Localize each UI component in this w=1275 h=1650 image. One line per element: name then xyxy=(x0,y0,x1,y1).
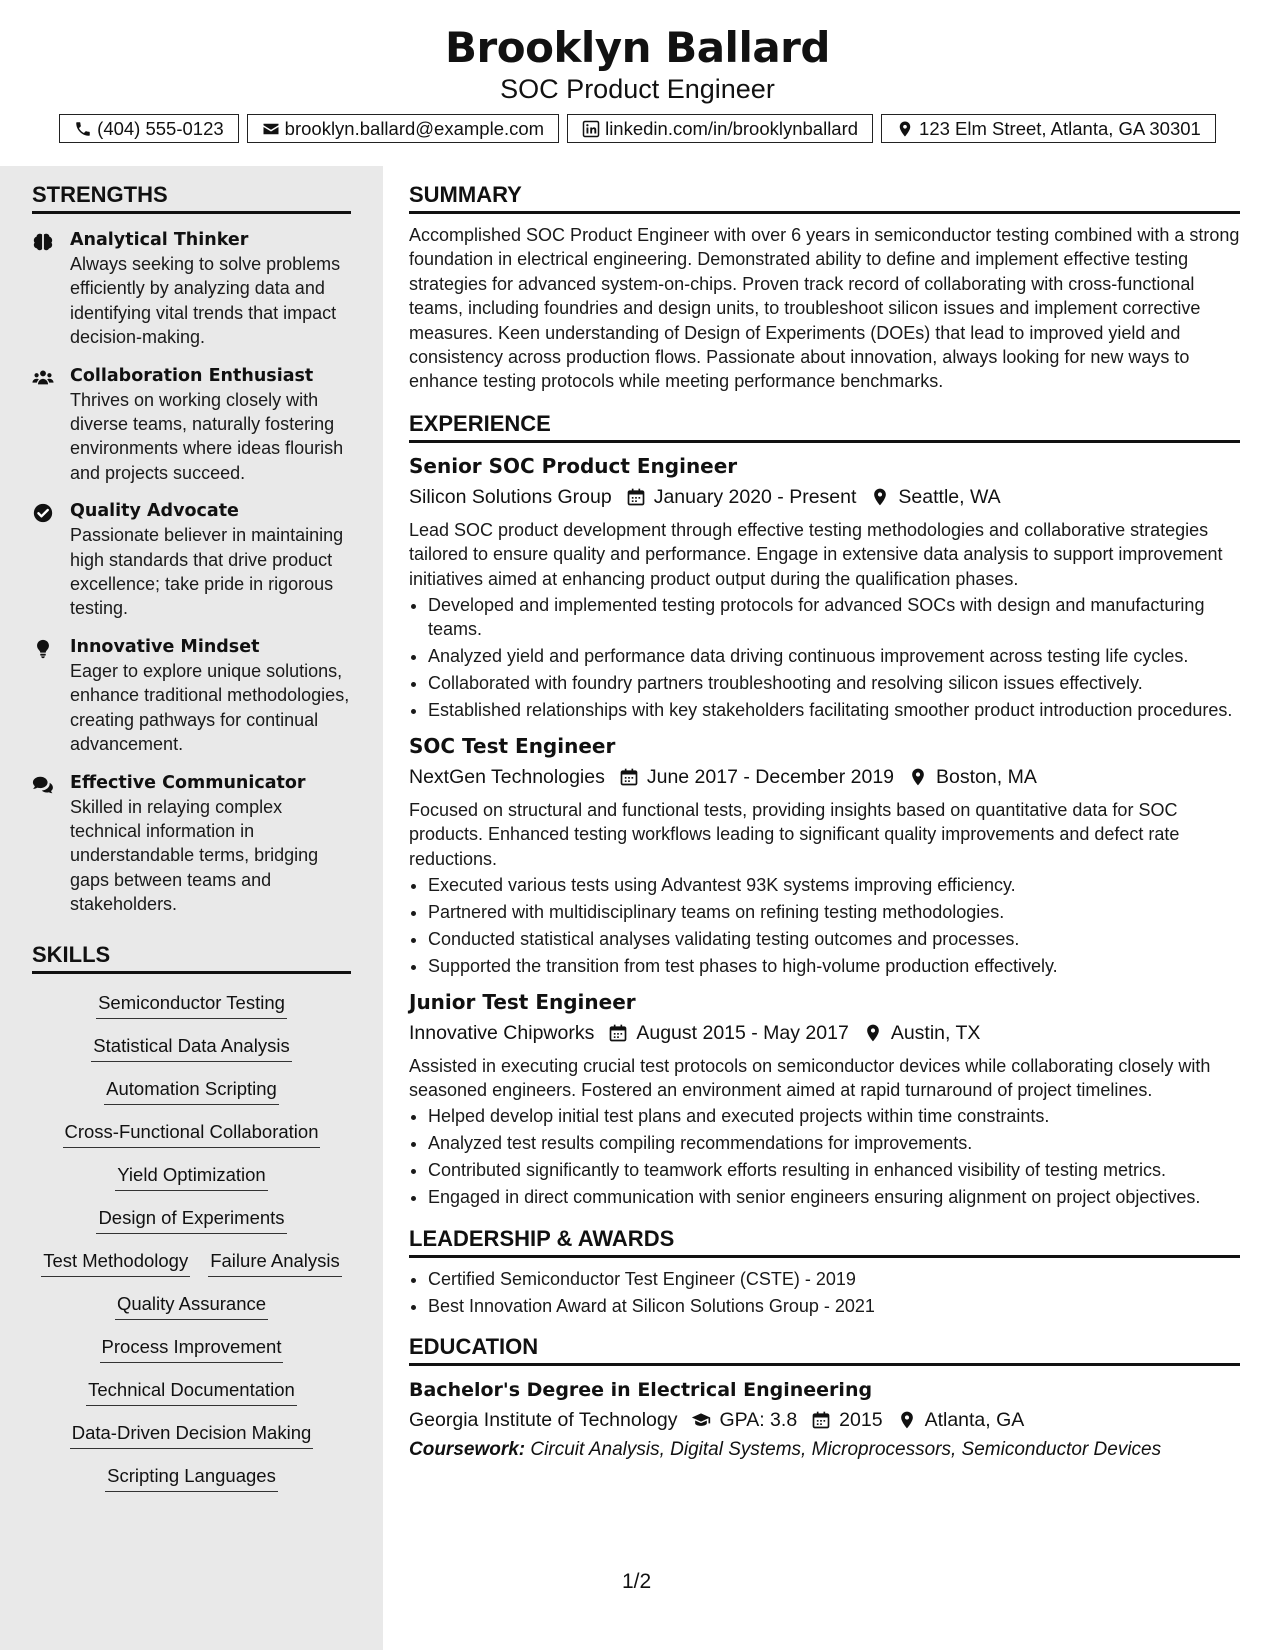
degree-title: Bachelor's Degree in Electrical Engineering xyxy=(409,1379,873,1402)
job-meta xyxy=(409,482,1240,512)
job-bullet: • Collaborated with foundry partners troubleshooting and resolving silicon issues effectively. xyxy=(428,671,1240,695)
job-bullet: • Helped develop initial test plans and executed projects within time constraints. xyxy=(428,1104,1240,1128)
page-number: 1/2 xyxy=(622,1570,652,1593)
skill-tag: Semiconductor Testing xyxy=(96,990,287,1019)
experience-heading: EXPERIENCE xyxy=(409,411,1240,443)
job-meta xyxy=(409,762,1240,792)
strength-item xyxy=(32,228,351,350)
skills-list xyxy=(32,984,351,1500)
linkedin-icon xyxy=(582,120,600,138)
envelope-icon xyxy=(262,120,280,138)
strength-description: Passionate believer in maintaining high standards that drive product excellence; take pride in rigorous testing. xyxy=(70,525,344,619)
job-dates: January 2020 - Present xyxy=(653,485,857,508)
email-text: brooklyn.ballard@example.com xyxy=(284,117,545,139)
candidate-title: SOC Product Engineer xyxy=(500,74,775,104)
company-name: NextGen Technologies xyxy=(409,765,605,788)
job-title: Junior Test Engineer xyxy=(409,989,636,1014)
calendar-icon xyxy=(811,1410,831,1430)
job-bullet: • Executed various tests using Advantest 93K systems improving efficiency. xyxy=(428,873,1240,897)
job-bullet: • Established relationships with key stakeholders facilitating smoother product introduction procedures. xyxy=(428,698,1240,722)
contact-email[interactable] xyxy=(247,114,559,143)
skill-tag: Design of Experiments xyxy=(96,1205,286,1234)
job-bullets xyxy=(409,1104,1240,1209)
strength-title: Innovative Mindset xyxy=(70,636,260,657)
skill-tag: Technical Documentation xyxy=(86,1377,297,1406)
job-bullets xyxy=(409,593,1240,723)
job-entry xyxy=(409,451,1240,723)
award-item: • Best Innovation Award at Silicon Solutions Group - 2021 xyxy=(428,1294,1240,1318)
education-meta xyxy=(409,1405,1240,1435)
contact-phone[interactable] xyxy=(59,114,239,143)
strength-item xyxy=(32,771,351,917)
company-name: Silicon Solutions Group xyxy=(409,485,612,508)
award-item: • Certified Semiconductor Test Engineer (CSTE) - 2019 xyxy=(428,1267,1240,1291)
skill-tag: Data-Driven Decision Making xyxy=(70,1420,314,1449)
calendar-icon xyxy=(619,767,639,787)
job-bullets xyxy=(409,873,1240,978)
skill-tag: Statistical Data Analysis xyxy=(91,1033,291,1062)
map-marker-icon xyxy=(908,767,928,787)
school-location: Atlanta, GA xyxy=(924,1409,1025,1432)
coursework xyxy=(409,1435,1240,1465)
strengths-heading: STRENGTHS xyxy=(32,182,351,214)
school-name: Georgia Institute of Technology xyxy=(409,1409,678,1432)
linkedin-text: linkedin.com/in/brooklynballard xyxy=(605,117,859,139)
map-marker-icon xyxy=(870,487,890,507)
job-location: Seattle, WA xyxy=(898,485,1001,508)
skill-tag: Quality Assurance xyxy=(115,1291,268,1320)
strength-description: Eager to explore unique solutions, enhance traditional methodologies, creating pathways for continual advancement. xyxy=(70,660,350,755)
job-bullet: • Partnered with multidisciplinary teams on refining testing methodologies. xyxy=(428,900,1240,924)
job-bullet: • Contributed significantly to teamwork efforts resulting in enhanced visibility of testing metrics. xyxy=(428,1158,1240,1182)
comments-icon xyxy=(32,774,54,796)
strength-item xyxy=(32,635,351,757)
strength-description: Skilled in relaying complex technical information in understandable terms, bridging gaps between teams and stakeholders. xyxy=(70,796,319,915)
coursework-label: Coursework: xyxy=(409,1439,526,1461)
strength-description: Always seeking to solve problems efficiently by analyzing data and identifying vital trends that impact decision-making. xyxy=(70,254,341,348)
company-name: Innovative Chipworks xyxy=(409,1021,595,1044)
skill-tag: Scripting Languages xyxy=(105,1463,278,1492)
skill-tag: Failure Analysis xyxy=(208,1248,342,1277)
calendar-icon xyxy=(608,1023,628,1043)
job-bullet: • Conducted statistical analyses validating testing outcomes and processes. xyxy=(428,927,1240,951)
job-meta xyxy=(409,1018,1240,1048)
phone-icon xyxy=(74,120,92,138)
awards-heading: LEADERSHIP & AWARDS xyxy=(409,1226,1240,1258)
job-location: Boston, MA xyxy=(936,765,1037,788)
calendar-icon xyxy=(626,487,646,507)
job-entry xyxy=(409,731,1240,979)
graduation-cap-icon xyxy=(691,1410,711,1430)
strength-title: Analytical Thinker xyxy=(70,230,249,250)
job-description: Assisted in executing crucial test protocols on semiconductor devices while collaborating closely with seasoned engineers. Fostered an environment aimed at rapid turnaround of project timelines. xyxy=(409,1055,1211,1100)
users-icon xyxy=(32,367,54,389)
strength-title: Quality Advocate xyxy=(70,501,239,522)
contact-address[interactable] xyxy=(881,114,1216,143)
skill-tag: Test Methodology xyxy=(41,1248,190,1277)
education-heading: EDUCATION xyxy=(409,1334,1240,1366)
job-bullet: • Analyzed yield and performance data driving continuous improvement across testing life cycles. xyxy=(428,644,1240,668)
strength-title: Collaboration Enthusiast xyxy=(70,365,314,386)
map-marker-icon xyxy=(896,120,914,138)
strength-title: Effective Communicator xyxy=(70,772,306,793)
candidate-name: Brooklyn Ballard xyxy=(445,23,830,72)
skill-tag: Cross-Functional Collaboration xyxy=(63,1119,321,1148)
strength-description: Thrives on working closely with diverse teams, naturally fostering environments where ideas flourish and projects succeed. xyxy=(70,389,344,483)
main-content xyxy=(409,166,1240,1465)
skill-tag: Automation Scripting xyxy=(104,1076,279,1105)
check-circle-icon xyxy=(32,502,54,524)
job-bullet: • Supported the transition from test phases to high-volume production effectively. xyxy=(428,954,1240,978)
contact-bar xyxy=(0,114,1275,143)
job-title: SOC Test Engineer xyxy=(409,733,616,758)
job-bullet: • Engaged in direct communication with senior engineers ensuring alignment on project objectives. xyxy=(428,1185,1240,1209)
map-marker-icon xyxy=(863,1023,883,1043)
address-text: 123 Elm Street, Atlanta, GA 30301 xyxy=(919,117,1201,139)
job-entry xyxy=(409,987,1240,1210)
graduation-year: 2015 xyxy=(839,1409,883,1432)
skills-heading: SKILLS xyxy=(32,942,351,974)
coursework-list: Circuit Analysis, Digital Systems, Microprocessors, Semiconductor Devices xyxy=(530,1439,1162,1461)
lightbulb-icon xyxy=(32,638,54,660)
job-location: Austin, TX xyxy=(890,1021,981,1044)
job-dates: June 2017 - December 2019 xyxy=(646,765,895,788)
job-title: Senior SOC Product Engineer xyxy=(409,453,738,478)
contact-linkedin[interactable] xyxy=(567,114,873,143)
awards-list xyxy=(409,1267,1240,1318)
strength-item xyxy=(32,499,351,621)
job-description: Lead SOC product development through effective testing methodologies and collaborative strategies tailored to ensure quality and performance. Engage in extensive data analysis to support improvement initiatives aimed at enhancing product output during the qualification phases. xyxy=(409,519,1223,589)
jobs-list xyxy=(409,451,1240,1210)
strength-item xyxy=(32,364,351,486)
summary-text: Accomplished SOC Product Engineer with over 6 years in semiconductor testing combined with a strong foundation in electrical engineering. Demonstrated ability to define and implement effective testing strategies for advanced system-on-chips. Proven track record of collaborating with cross-functional teams, including foundries and design units, to troubleshoot silicon issues and implement corrective measures. Keen understanding of Design of Experiments (DOEs) that lead to improved yield and consistency across production flows. Passionate about innovation, always looking for new ways to enhance testing protocols while meeting performance benchmarks. xyxy=(409,225,1240,392)
job-description: Focused on structural and functional tests, providing insights based on quantitative data for SOC products. Enhanced testing workflows leading to significant quality improvements and defect rate reductions. xyxy=(409,799,1180,869)
gpa-text: GPA: 3.8 xyxy=(719,1409,798,1432)
phone-text: (404) 555-0123 xyxy=(97,117,224,139)
skill-tag: Yield Optimization xyxy=(115,1162,267,1191)
job-bullet: • Developed and implemented testing protocols for advanced SOCs with design and manufacturing teams. xyxy=(428,593,1240,642)
strengths-list xyxy=(32,228,351,917)
map-marker-icon xyxy=(897,1410,917,1430)
skill-tag: Process Improvement xyxy=(100,1334,284,1363)
resume-header xyxy=(0,0,1275,143)
job-bullet: • Analyzed test results compiling recommendations for improvements. xyxy=(428,1131,1240,1155)
summary-heading: SUMMARY xyxy=(409,182,1240,214)
brain-icon xyxy=(32,231,54,253)
sidebar xyxy=(0,166,383,1650)
job-dates: August 2015 - May 2017 xyxy=(636,1021,849,1044)
